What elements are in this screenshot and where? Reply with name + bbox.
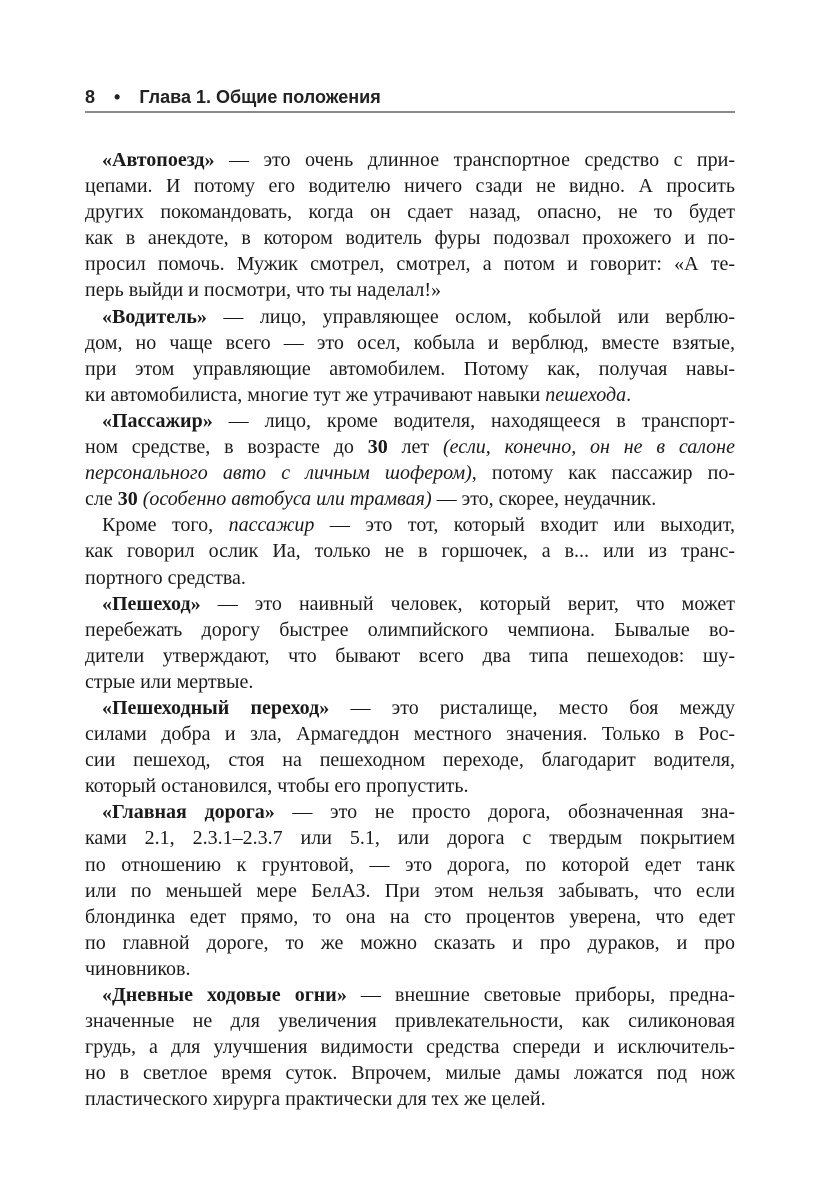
text-line [85,591,735,617]
text-run: по главной дороге, то же можно сказать и про дураков, и про [85,931,735,954]
text-line [85,956,735,982]
text-run: или по меньшей мере БелАЗ. При этом нельзя забывать, что если [85,879,735,902]
text-line [85,1060,735,1086]
text-run: по отношению к грунтовой, — это дорога, по которой едет танк [85,853,735,876]
text-run: . [626,383,632,406]
text-line [85,356,735,382]
paragraph [85,147,735,304]
text-line [85,408,735,434]
text-line [85,277,735,303]
text-run: — это не просто дорога, обозначенная зна- [274,801,735,824]
text-run: дом, но чаще всего — это осел, кобыла и верблюд, вместе взятые, [85,331,735,354]
text-italic: пассажир [228,514,315,537]
text-run: — это тот, который входит или выходит, [314,514,735,537]
text-run: значенные не для увеличения привлекательности, как силиконовая [85,1010,735,1033]
text-run: блондинка едет прямо, то она на сто процентов уверена, что едет [85,905,735,928]
text-run: сии пешеход, стоя на пешеходном переходе, благодарит водителя, [85,749,735,772]
term-bold: «Главная дорога» [102,801,275,824]
text-italic: персонального авто с личным шофером) [85,462,472,485]
text-run: перь выйди и посмотри, что ты наделал!» [85,279,442,302]
text-line [85,695,735,721]
text-run: — это очень длинное транспортное средство с при- [214,149,735,171]
text-line [85,1034,735,1060]
text-line [85,382,735,408]
text-run: при этом управляющие автомобилем. Потому как, получая навы- [85,357,735,380]
text-run: как говорил ослик Иа, только не в горшочек, а в... или из транс- [85,540,735,563]
text-run: Кроме того, [102,514,229,537]
text-line [85,538,735,564]
text-run: ками 2.1, 2.3.1–2.3.7 или 5.1, или дорога с твердым покрытием [85,827,735,850]
text-line [85,199,735,225]
text-line [85,173,735,199]
term-bold: «Пешеход» [102,592,201,615]
term-bold: «Автопоезд» [102,149,215,171]
running-header [85,87,735,111]
text-line [85,330,735,356]
text-run: силами добра и зла, Армагеддон местного значения. Только в Рос- [85,723,735,746]
page-number: 8 [85,87,96,107]
text-line [85,434,735,460]
text-line [85,225,735,251]
text-line [85,773,735,799]
text-run: — это наивный человек, который верит, что может [200,592,735,615]
text-run: ном средстве, в возрасте до [85,436,368,459]
text-run: цепами. И потому его водителю ничего сзади не видно. А просить [85,175,735,198]
text-line [85,1008,735,1034]
text-run: пластического хирурга практически для тех же целей. [85,1088,546,1111]
paragraph [85,799,735,982]
text-run: как в анекдоте, в котором водитель фуры подозвал прохожего и по- [85,227,735,250]
text-run: лет [387,436,443,459]
text-line [85,799,735,825]
chapter-title: Глава 1. Общие положения [139,87,381,107]
text-run: — лицо, кроме водителя, находящееся в транспорт- [212,409,735,432]
text-run: других покомандовать, когда он сдает назад, опасно, не то будет [85,201,735,224]
header-bullet: • [114,87,121,107]
term-bold: 30 [117,488,138,511]
term-bold: «Дневные ходовые огни» [102,984,347,1006]
text-line [85,512,735,538]
text-run: — внешние световые приборы, предна- [346,984,735,1006]
text-run: сле [85,488,118,511]
text-run: чиновников. [85,957,191,980]
text-run: стрые или мертвые. [85,670,254,693]
paragraph [85,512,735,590]
text-run: портного средства. [85,566,246,589]
text-line [85,930,735,956]
text-line [85,251,735,277]
term-bold: 30 [367,436,388,459]
text-run: грудь, а для улучшения видимости средства спереди и исключитель- [85,1036,735,1059]
text-run: просил помочь. Мужик смотрел, смотрел, а потом и говорит: «А те- [85,253,735,276]
text-run: — это, скорее, неудачник. [431,488,657,511]
text-run: дители утверждают, что бывают всего два типа пешеходов: шу- [85,644,735,667]
text-line [85,460,735,486]
paragraph [85,408,735,512]
text-line [85,721,735,747]
text-run: ки автомобилиста, многие тут же утрачивают навыки [85,383,546,406]
paragraph [85,982,735,1112]
text-run: , потому как пассажир по- [471,462,735,485]
text-line [85,565,735,591]
text-line [85,304,735,330]
text-line [85,617,735,643]
text-line [85,643,735,669]
text-line [85,486,735,512]
text-italic: (если, конечно, он не в салоне [442,436,735,459]
text-italic: пешехода [545,383,627,406]
text-line [85,878,735,904]
header-rule [85,111,735,113]
text-run: но в светлое время суток. Впрочем, милые дамы ложатся под нож [85,1062,735,1085]
text-line [85,982,735,1008]
body-text [85,147,735,1112]
text-line [85,1086,735,1112]
text-line [85,904,735,930]
text-run: — это ристалище, место боя между [329,696,736,719]
text-italic: (особенно автобуса или трамвая) [142,488,432,511]
text-run: который остановился, чтобы его пропустить. [85,775,469,798]
term-bold: «Водитель» [102,305,207,328]
text-run: перебежать дорогу быстрее олимпийского чемпиона. Бывалые во- [85,618,735,641]
term-bold: «Пассажир» [102,409,213,432]
text-line [85,669,735,695]
paragraph [85,591,735,695]
text-line [85,747,735,773]
text-line [85,825,735,851]
term-bold: «Пешеходный переход» [102,696,330,719]
paragraph [85,695,735,799]
text-line [85,852,735,878]
text-line [85,147,735,173]
paragraph [85,304,735,408]
text-run: — лицо, управляющее ослом, кобылой или верблю- [206,305,735,328]
